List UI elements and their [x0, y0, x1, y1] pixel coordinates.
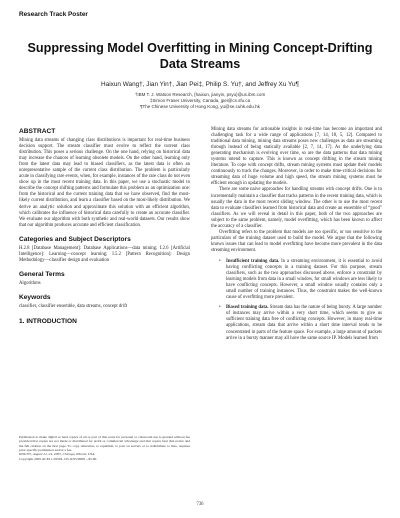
bullet-term: Insufficient training data.: [226, 258, 280, 264]
affiliations: [0, 92, 400, 111]
footnote-venue: KDD’05, August 21–24, 2005, Chicago, Illinois, USA.: [19, 452, 96, 457]
page-number: 736: [196, 502, 204, 507]
bullet-term: Biased training data.: [226, 305, 269, 311]
categories-text: H.2.8 [Database Management]: Database Applications—data mining; I.2.6 [Artificial Intelligence]: Learning—concept learning; I.5.2 [Pattern Recognition]: Design Methodology—classifier design and evaluation: [19, 245, 190, 263]
categories-heading: Categories and Subject Descriptors: [19, 235, 131, 243]
footnote-copyright: Copyright 2005 ACM 1-59593-135-X/05/0008 ...$5.00.: [19, 456, 98, 461]
general-terms-text: Algorithms: [19, 280, 41, 286]
keywords-heading: Keywords: [19, 293, 51, 301]
intro-paragraph-3: Overfitting refers to the problem that models are too specific, or too sensitive to the particulars of the training dataset used to build the model. We argue that the following known issues that can lead to model overfitting have become more prevalent in the data streaming environment.: [211, 229, 382, 253]
paper-title-line1: Suppressing Model Overfitting in Mining Concept-Drifting: [27, 41, 373, 55]
track-label: Research Track Poster: [19, 11, 88, 18]
right-column: [211, 127, 382, 342]
footnote-permission: Permission to make digital or hard copies of all or part of this work for personal or classroom use is granted without fee provided that copies are not made or distributed for profit or commercial advantage and that copies bear this notice and the full citation on the first page. To copy otherwise, to republish, to post on servers or to redistribute to lists, requires prior specific permission and/or a fee.: [19, 435, 190, 453]
left-column: [19, 128, 190, 328]
overfitting-causes-list: [219, 259, 382, 342]
abstract-heading: ABSTRACT: [19, 128, 56, 135]
keywords-text: classifier, classifier ensemble, data streams, concept drift: [19, 303, 128, 309]
paper-title-line2: Data Streams: [159, 56, 241, 71]
paper-title: [0, 41, 400, 72]
permission-footnote: [19, 435, 190, 461]
bullet-text: Stream data has the nature of being bursty. A large number of instances may arrive within a very short time, which seems to give us sufficient training data free of conflicting concepts. However, in many real-time applications, stream data that arrive within a short time interval tends to be concentrated in parts of the feature space. For example, a large amount of packets arrive in a bursty manner may all have the same source IP. Models learned from: [226, 305, 382, 341]
affiliation-cuhk: ¶The Chinese University of Hong Kong, yu@se.cuhk.edu.hk: [140, 104, 260, 110]
general-terms-heading: General Terms: [19, 270, 65, 278]
intro-paragraph-2: There are some naive approaches for handling streams with concept drifts. One is to incrementally maintain a classifier that tracks patterns in the recent training data, which is usually the data in the most recent sliding window. The other is to use the most recent data to evaluate classifiers learned from historical data and create an ensemble of “good” classifiers. As we will reveal in detail in this paper, both of the two approaches are subject to the same problem, namely, model overfitting, which has been known to affect the accuracy of a classifier.: [211, 187, 382, 229]
bullet-text: In a streaming environment, it is essential to avoid having conflicting concepts in a training dataset. For this purpose, stream classifiers, such as the two approaches discussed above, enforce a constraint by learning models from data in a small window, for small windows are less likely to have conflicting concepts. However, a small window usually contains only a small number of training instances. Thus, the constraint makes the well-known cause of overfitting more prevalent.: [226, 258, 382, 301]
abstract-text: Mining data streams of changing class distributions is important for real-time business decision support. The stream classifier must evolve to reflect the current class distribution. This poses a serious challenge. On the one hand, relying on historical data may increase the chances of learning obsolete models. On the other hand, learning only from the latest data may lead to biased classifiers, as the latest data is often an unrepresentative sample of the current class distribution. The problem is particularly acute in classifying rare events, when, for example, instances of the rare class do not even show up in the most recent training data. In this paper, we use a stochastic model to describe the concept shifting patterns and formulate this problem as an optimization one: from the historical and the current training data that we have observed, find the most-likely current distribution, and learn a classifier based on the most-likely distribution. We derive an analytic solution and approximate this solution with an efficient algorithm, which calibrates the influence of historical data carefully to create an accurate classifier. We evaluate our algorithm with both synthetic and real-world datasets. Our results show that our algorithm produces accurate and efficient classification.: [19, 138, 190, 228]
affiliation-ibm: †IBM T. J. Watson Research, {haixun, jianyin, psyu}@us.ibm.com: [134, 92, 266, 97]
list-item: [219, 305, 382, 341]
affiliation-sfu: ‡Simon Fraser University, Canada, jpei@cs.sfu.ca: [149, 98, 251, 104]
list-item: [219, 259, 382, 301]
author-list: Haixun Wang†, Jian Yin†, Jian Pei‡, Philip S. Yu†, and Jeffrey Xu Yu¶: [101, 81, 299, 88]
introduction-heading: 1. INTRODUCTION: [19, 317, 77, 325]
intro-paragraph-1: Mining data streams for actionable insights in real-time has become an important and challenging task for a wide range of applications [7, 14, 18, 5, 12]. Compared to traditional data mining, mining data streams poses new challenges as data are streaming through instead of being statically available [2, 7, 14, 17]. As the underlying data generating mechanism is evolving over time, so are the data patterns that data mining systems intend to capture. This is known as concept drifting in the stream mining literature. To cope with concept drifts, stream mining systems must update their models continuously to track the changes. Moreover, in order to make time-critical decisions for streaming data of huge volume and high speed, the stream mining systems must be efficient enough in updating the models.: [211, 127, 382, 187]
